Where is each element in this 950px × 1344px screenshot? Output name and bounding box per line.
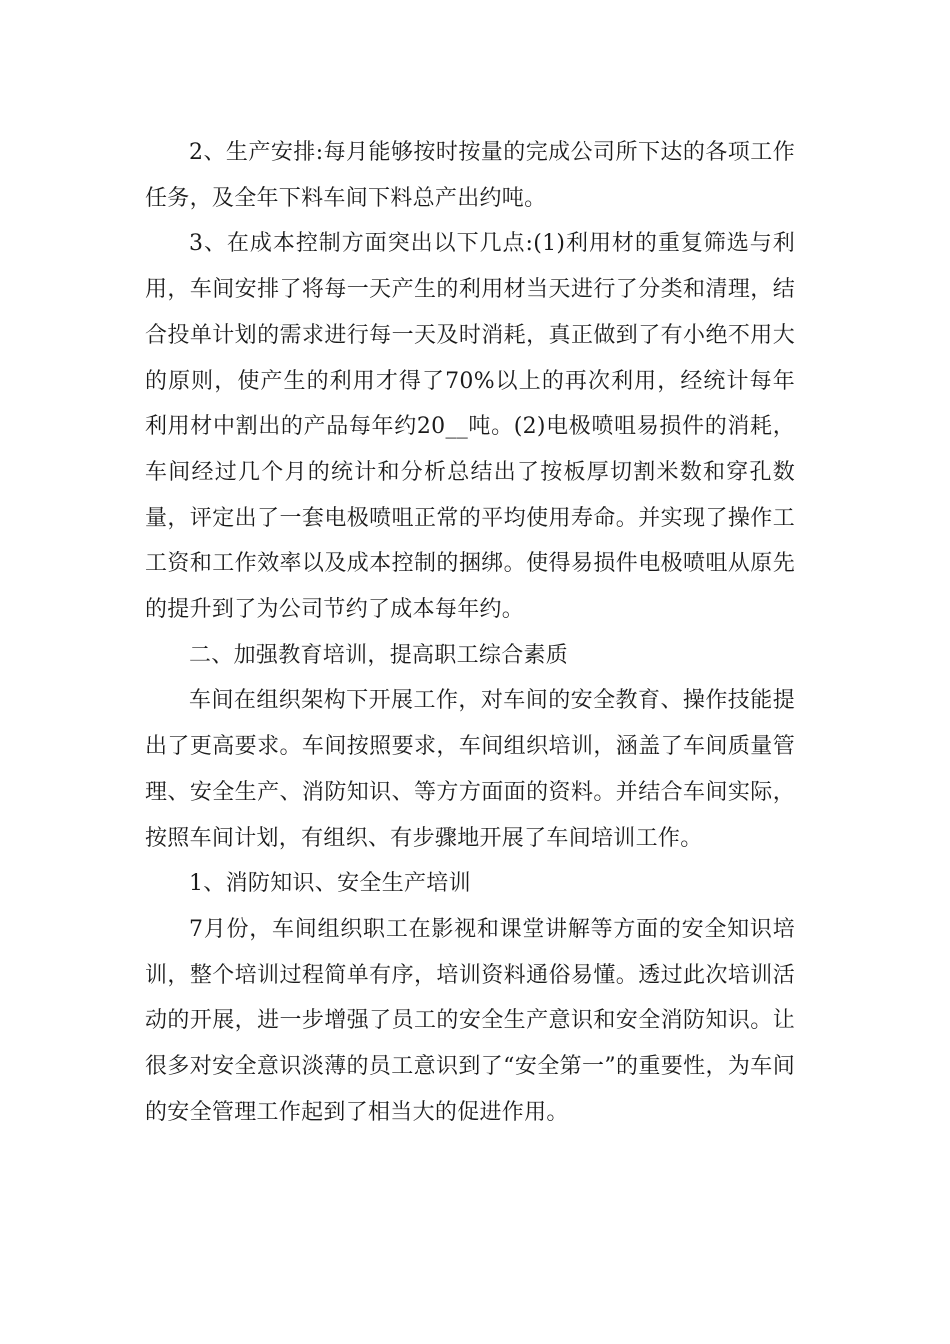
- paragraph-july-training: 7月份，车间组织职工在影视和课堂讲解等方面的安全知识培训，整个培训过程简单有序，培训资料通俗易懂。透过此次培训活动的开展，进一步增强了员工的安全生产意识和安全消防知识。让很多对安全意识淡薄的员工意识到了“安全第一”的重要性，为车间的安全管理工作起到了相当大的促进作用。: [145, 916, 795, 1125]
- paragraph-cost-control: 3、在成本控制方面突出以下几点:(1)利用材的重复筛选与利用，车间安排了将每一天产生的利用材当天进行了分类和清理，结合投单计划的需求进行每一天及时消耗，真正做到了有小绝不用大的原则，使产生的利用才得了70%以上的再次利用，经统计每年利用材中割出的产品每年约20__吨。(2)电极喷咀易损件的消耗，车间经过几个月的统计和分析总结出了按板厚切割米数和穿孔数量，评定出了一套电极喷咀正常的平均使用寿命。并实现了操作工工资和工作效率以及成本控制的捆绑。使得易损件电极喷咀从原先的提升到了为公司节约了成本每年约。: [145, 231, 795, 623]
- paragraph-production-schedule: 2、生产安排:每月能够按时按量的完成公司所下达的各项工作任务，及全年下料车间下料总产出约吨。: [145, 140, 795, 211]
- section-heading-training: 二、加强教育培训，提高职工综合素质: [189, 642, 569, 668]
- subheading-fire-safety-training: 1、消防知识、安全生产培训: [189, 871, 471, 897]
- paragraph-training-overview: 车间在组织架构下开展工作，对车间的安全教育、操作技能提出了更高要求。车间按照要求，车间组织培训，涵盖了车间质量管理、安全生产、消防知识、等方方面面的资料。并结合车间实际，按照车间计划，有组织、有步骤地开展了车间培训工作。: [145, 688, 795, 851]
- document-body: [145, 130, 795, 1135]
